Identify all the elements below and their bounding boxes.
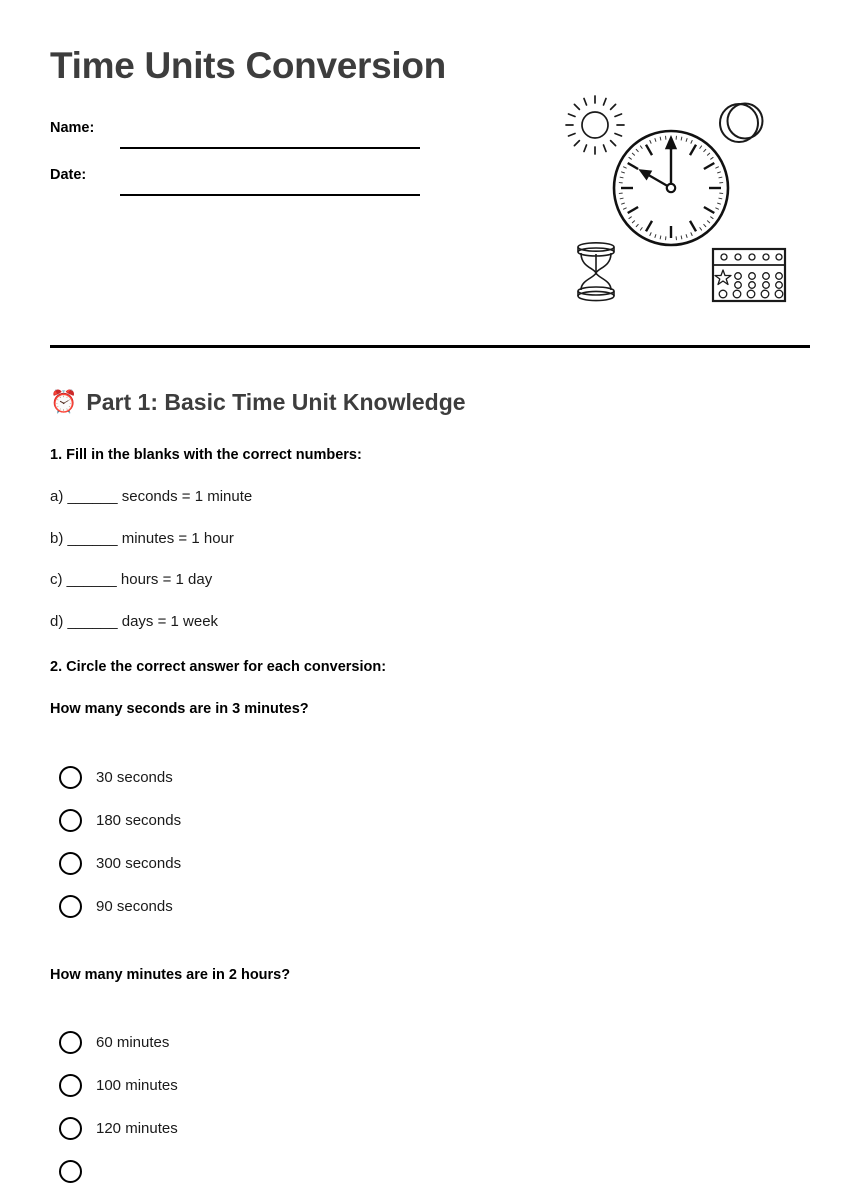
alarm-clock-emoji: ⏰ xyxy=(50,391,77,413)
fill-blank-item-b[interactable]: b) ______ minutes = 1 hour xyxy=(50,529,234,549)
time-illustration xyxy=(553,92,803,317)
fill-blank-item-d[interactable]: d) ______ days = 1 week xyxy=(50,612,218,632)
hourglass-icon xyxy=(578,243,614,301)
choice-label: 180 seconds xyxy=(96,810,181,831)
radio-circle-icon[interactable] xyxy=(59,895,82,918)
date-input-line[interactable] xyxy=(120,194,420,196)
part-1-heading xyxy=(50,388,466,416)
sub-question-1-prompt: How many seconds are in 3 minutes? xyxy=(50,699,309,719)
choice-label: 100 minutes xyxy=(96,1075,178,1096)
sub-question-2-prompt: How many minutes are in 2 hours? xyxy=(50,965,290,985)
choice-label: 30 seconds xyxy=(96,767,173,788)
date-label: Date: xyxy=(50,167,86,183)
fill-blank-item-a[interactable]: a) ______ seconds = 1 minute xyxy=(50,487,252,507)
choice-label: 60 minutes xyxy=(96,1032,169,1053)
radio-circle-icon[interactable] xyxy=(59,766,82,789)
page-title: Time Units Conversion xyxy=(50,47,446,84)
radio-circle-icon[interactable] xyxy=(59,1160,82,1183)
sun-icon xyxy=(566,96,624,154)
fill-blank-item-c[interactable]: c) ______ hours = 1 day xyxy=(50,570,212,590)
name-label: Name: xyxy=(50,120,94,136)
radio-circle-icon[interactable] xyxy=(59,852,82,875)
question-2-prompt: 2. Circle the correct answer for each conversion: xyxy=(50,657,386,677)
radio-circle-icon[interactable] xyxy=(59,1074,82,1097)
choice-label: 90 seconds xyxy=(96,896,173,917)
calendar-icon xyxy=(713,249,785,301)
analog-clock-icon xyxy=(614,131,728,245)
radio-circle-icon[interactable] xyxy=(59,1031,82,1054)
choice-label: 120 minutes xyxy=(96,1118,178,1139)
section-divider xyxy=(50,345,810,348)
crescent-moon-icon xyxy=(720,104,763,143)
radio-circle-icon[interactable] xyxy=(59,1117,82,1140)
choice-label: 300 seconds xyxy=(96,853,181,874)
name-input-line[interactable] xyxy=(120,147,420,149)
part-1-heading-text: Part 1: Basic Time Unit Knowledge xyxy=(86,388,465,416)
question-1-prompt: 1. Fill in the blanks with the correct numbers: xyxy=(50,445,362,465)
radio-circle-icon[interactable] xyxy=(59,809,82,832)
